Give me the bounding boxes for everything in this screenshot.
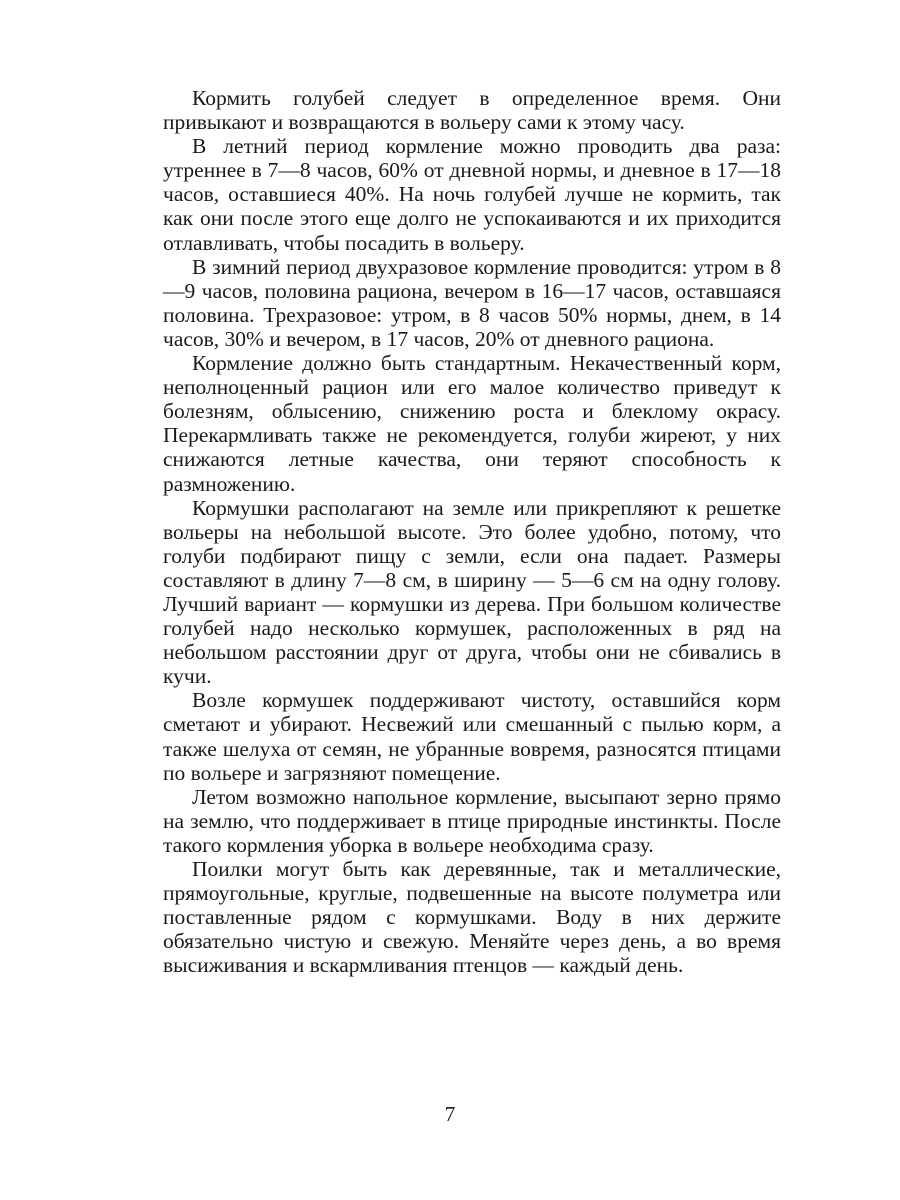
- paragraph-1: Кормить голубей следует в определенное время. Они привыкают и возвращаются в вольеру сами к этому часу.: [163, 86, 781, 135]
- body-text: [163, 86, 781, 977]
- page-number: 7: [444, 1102, 456, 1126]
- paragraph-8: Поилки могут быть как деревянные, так и металлические, прямоугольные, круглые, подвешенные на высоте полуметра или поставленные рядом с кормушками. Воду в них держите обязательно чистую и свежую. Меняйте через день, а во время высиживания и вскармливания птенцов — каждый день.: [163, 857, 781, 978]
- paragraph-2: В летний период кормление можно проводить два раза: утреннее в 7—8 часов, 60% от дневной нормы, и дневное в 17—18 часов, оставшиеся 40%. На ночь голубей лучше не кормить, так как они после этого еще долго не успокаиваются и их приходится отлавливать, чтобы посадить в вольеру.: [163, 134, 781, 255]
- paragraph-7: Летом возможно напольное кормление, высыпают зерно прямо на землю, что поддерживает в птице природные инстинкты. После такого кормления уборка в вольере необходима сразу.: [163, 784, 781, 857]
- paragraph-3: В зимний период двухразовое кормление проводится: утром в 8—9 часов, половина рациона, вечером в 16—17 часов, оставшаяся половина. Трехразовое: утром, в 8 часов 50% нормы, днем, в 14 часов, 30% и вечером, в 17 часов, 20% от дневного рациона.: [163, 254, 781, 351]
- paragraph-4: Кормление должно быть стандартным. Некачественный корм, неполноценный рацион или его малое количество приведут к болезням, облысению, снижению роста и блеклому окрасу. Перекармливать также не рекомендуется, голуби жиреют, у них снижаются летные качества, они теряют способность к размножению.: [163, 351, 781, 496]
- paragraph-6: Возле кормушек поддерживают чистоту, оставшийся корм сметают и убирают. Несвежий или смешанный с пылью корм, а также шелуха от семян, не убранные вовремя, разносятся птицами по вольере и загрязняют помещение.: [163, 688, 781, 785]
- paragraph-5: Кормушки располагают на земле или прикрепляют к решетке вольеры на небольшой высоте. Это более удобно, потому, что голуби подбирают пищу с земли, если она падает. Размеры составляют в длину 7—8 см, в ширину — 5—6 см на одну голову. Лучший вариант — кормушки из дерева. При большом количестве голубей надо несколько кормушек, расположенных в ряд на небольшом расстоянии друг от друга, чтобы они не сбивались в кучи.: [163, 495, 781, 689]
